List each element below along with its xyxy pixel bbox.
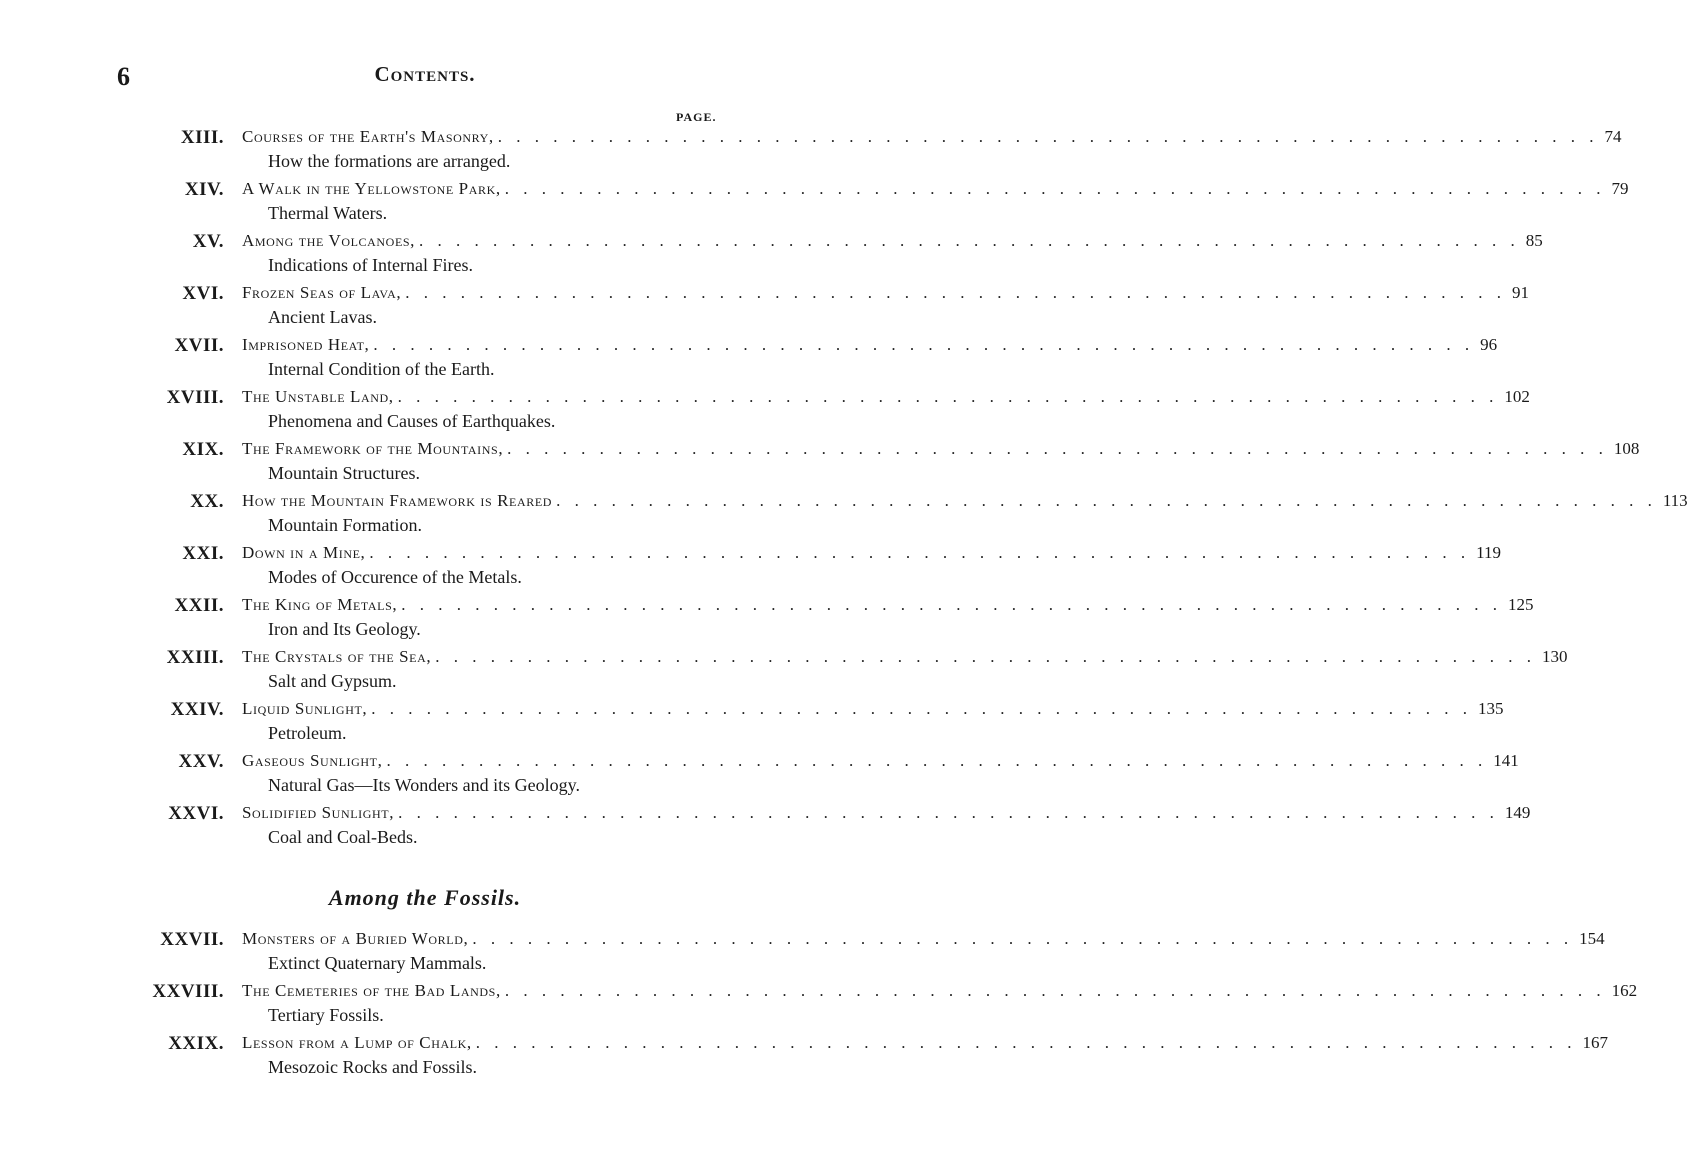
toc-entry <box>0 491 1688 541</box>
dot-leader: . . . . . . . . . . . . . . . . . . . . . . . . . . . . . . . . . . . . . . . . . . . . . . . . . . . . . . . . . . . . <box>369 543 1471 562</box>
toc-entry <box>0 751 1519 801</box>
chapter-numeral: XXVIII. <box>152 981 224 1002</box>
toc-entry <box>0 647 1568 697</box>
dot-leader: . . . . . . . . . . . . . . . . . . . . . . . . . . . . . . . . . . . . . . . . . . . . . . . . . . . . . . . . . . . . <box>371 699 1472 718</box>
toc-entry <box>0 803 1531 853</box>
chapter-page-number: 135 <box>1478 699 1504 718</box>
toc-entry <box>0 439 1640 489</box>
chapter-page-number: 102 <box>1504 387 1530 406</box>
chapter-subtitle: Tertiary Fossils. <box>268 1005 384 1025</box>
toc-entry <box>0 543 1501 593</box>
chapter-numeral: XXV. <box>178 751 224 772</box>
chapter-title-line <box>242 231 1543 257</box>
chapter-numeral: XXIV. <box>170 699 224 720</box>
chapter-page-number: 119 <box>1476 543 1501 562</box>
chapter-title-line <box>242 127 1622 153</box>
chapter-numeral: XIX. <box>182 439 224 460</box>
chapter-title: The Unstable Land, <box>242 387 394 406</box>
dot-leader: . . . . . . . . . . . . . . . . . . . . . . . . . . . . . . . . . . . . . . . . . . . . . . . . . . . . . . . . . . . . <box>507 439 1608 458</box>
chapter-subtitle: Salt and Gypsum. <box>268 671 397 691</box>
dot-leader: . . . . . . . . . . . . . . . . . . . . . . . . . . . . . . . . . . . . . . . . . . . . . . . . . . . . . . . . . . . . <box>497 127 1599 146</box>
chapter-title: Monsters of a Buried World, <box>242 929 469 948</box>
chapter-subtitle: Mountain Formation. <box>268 515 422 535</box>
chapter-page-number: 79 <box>1611 179 1629 198</box>
chapter-title: How the Mountain Framework is Reared <box>242 491 553 510</box>
running-head: Contents. <box>374 62 476 86</box>
chapter-numeral: XVIII. <box>166 387 224 408</box>
chapter-title: Solidified Sunlight, <box>242 803 395 822</box>
chapter-page-number: 162 <box>1611 981 1638 1000</box>
chapter-page-number: 125 <box>1507 595 1534 614</box>
chapter-title-line <box>242 335 1498 361</box>
chapter-numeral: XXIX. <box>168 1033 224 1054</box>
chapter-numeral: XXII. <box>174 595 224 616</box>
chapter-subtitle: Natural Gas—Its Wonders and its Geology. <box>268 775 580 795</box>
chapter-subtitle: Petroleum. <box>268 723 347 743</box>
toc-entry <box>0 387 1530 437</box>
chapter-title-line <box>242 387 1530 413</box>
chapter-numeral: XXI. <box>182 543 224 564</box>
chapter-title: Down in a Mine, <box>242 543 366 562</box>
chapter-page-number: 167 <box>1582 1033 1609 1052</box>
dot-leader: . . . . . . . . . . . . . . . . . . . . . . . . . . . . . . . . . . . . . . . . . . . . . . . . . . . . . . . . . . . . <box>398 803 1499 822</box>
dot-leader: . . . . . . . . . . . . . . . . . . . . . . . . . . . . . . . . . . . . . . . . . . . . . . . . . . . . . . . . . . . . <box>397 387 1499 406</box>
chapter-page-number: 113 <box>1662 491 1688 510</box>
chapter-page-number: 108 <box>1613 439 1640 458</box>
chapter-subtitle: Coal and Coal-Beds. <box>268 827 418 847</box>
chapter-title: Courses of the Earth's Masonry, <box>242 127 494 146</box>
chapter-page-number: 141 <box>1493 751 1519 770</box>
dot-leader: . . . . . . . . . . . . . . . . . . . . . . . . . . . . . . . . . . . . . . . . . . . . . . . . . . . . . . . . . . . . <box>419 231 1520 250</box>
chapter-title-line <box>242 1033 1609 1059</box>
chapter-title: Frozen Seas of Lava, <box>242 283 402 302</box>
chapter-subtitle: How the formations are arranged. <box>268 151 511 171</box>
chapter-subtitle: Indications of Internal Fires. <box>268 255 473 275</box>
chapter-title-line <box>242 929 1605 955</box>
chapter-numeral: XX. <box>190 491 224 512</box>
chapter-title: A Walk in the Yellowstone Park, <box>242 179 501 198</box>
dot-leader: . . . . . . . . . . . . . . . . . . . . . . . . . . . . . . . . . . . . . . . . . . . . . . . . . . . . . . . . . . . . <box>386 751 1488 770</box>
chapter-title: Among the Volcanoes, <box>242 231 415 250</box>
dot-leader: . . . . . . . . . . . . . . . . . . . . . . . . . . . . . . . . . . . . . . . . . . . . . . . . . . . . . . . . . . . . <box>401 595 1502 614</box>
chapter-title: Gaseous Sunlight, <box>242 751 383 770</box>
toc-entry <box>0 335 1498 385</box>
chapter-title: Liquid Sunlight, <box>242 699 368 718</box>
toc-entry <box>0 283 1529 333</box>
chapter-numeral: XVII. <box>174 335 224 356</box>
chapter-subtitle: Mountain Structures. <box>268 463 420 483</box>
dot-leader: . . . . . . . . . . . . . . . . . . . . . . . . . . . . . . . . . . . . . . . . . . . . . . . . . . . . . . . . . . . . <box>405 283 1506 302</box>
chapter-numeral: XIV. <box>184 179 224 200</box>
toc-entry <box>0 595 1534 645</box>
chapter-title-line <box>242 543 1501 569</box>
toc-entry <box>0 929 1605 979</box>
chapter-title-line <box>242 283 1529 309</box>
chapter-subtitle: Extinct Quaternary Mammals. <box>268 953 487 973</box>
section-heading: Among the Fossils. <box>328 885 522 910</box>
toc-entry <box>0 699 1504 749</box>
chapter-page-number: 74 <box>1604 127 1622 146</box>
dot-leader: . . . . . . . . . . . . . . . . . . . . . . . . . . . . . . . . . . . . . . . . . . . . . . . . . . . . . . . . . . . . <box>472 929 1574 948</box>
chapter-page-number: 154 <box>1579 929 1605 948</box>
page-number: 6 <box>117 62 130 91</box>
chapter-page-number: 149 <box>1504 803 1531 822</box>
chapter-title-line <box>242 491 1688 517</box>
chapter-title-line <box>242 647 1568 673</box>
chapter-subtitle: Mesozoic Rocks and Fossils. <box>268 1057 477 1077</box>
dot-leader: . . . . . . . . . . . . . . . . . . . . . . . . . . . . . . . . . . . . . . . . . . . . . . . . . . . . . . . . . . . . <box>556 491 1657 510</box>
chapter-title-line <box>242 439 1640 465</box>
chapter-numeral: XVI. <box>182 283 224 304</box>
chapter-numeral: XXVI. <box>168 803 224 824</box>
chapter-subtitle: Thermal Waters. <box>268 203 388 223</box>
chapter-subtitle: Iron and Its Geology. <box>268 619 421 639</box>
chapter-title-line <box>242 179 1629 205</box>
chapter-page-number: 130 <box>1541 647 1568 666</box>
dot-leader: . . . . . . . . . . . . . . . . . . . . . . . . . . . . . . . . . . . . . . . . . . . . . . . . . . . . . . . . . . . . <box>504 179 1606 198</box>
chapter-title-line <box>242 751 1519 777</box>
chapter-numeral: XIII. <box>180 127 224 148</box>
chapter-numeral: XV. <box>192 231 224 252</box>
chapter-subtitle: Modes of Occurence of the Metals. <box>268 567 522 587</box>
toc-entry <box>0 1033 1609 1083</box>
chapter-numeral: XXIII. <box>166 647 224 668</box>
chapter-title: The Framework of the Mountains, <box>242 439 504 458</box>
chapter-title: Imprisoned Heat, <box>242 335 370 354</box>
dot-leader: . . . . . . . . . . . . . . . . . . . . . . . . . . . . . . . . . . . . . . . . . . . . . . . . . . . . . . . . . . . . <box>373 335 1475 354</box>
dot-leader: . . . . . . . . . . . . . . . . . . . . . . . . . . . . . . . . . . . . . . . . . . . . . . . . . . . . . . . . . . . . <box>475 1033 1577 1052</box>
chapter-page-number: 85 <box>1525 231 1543 250</box>
chapter-page-number: 91 <box>1511 283 1529 302</box>
chapter-title-line <box>242 803 1531 829</box>
chapter-title: The King of Metals, <box>242 595 398 614</box>
page-column-label: PAGE. <box>676 110 717 124</box>
chapter-subtitle: Phenomena and Causes of Earthquakes. <box>268 411 556 431</box>
chapter-numeral: XXVII. <box>160 929 224 950</box>
chapter-title-line <box>242 595 1534 621</box>
dot-leader: . . . . . . . . . . . . . . . . . . . . . . . . . . . . . . . . . . . . . . . . . . . . . . . . . . . . . . . . . . . . <box>435 647 1536 666</box>
chapter-title: The Crystals of the Sea, <box>242 647 432 666</box>
toc-entry <box>0 179 1629 229</box>
chapter-title: Lesson from a Lump of Chalk, <box>242 1033 472 1052</box>
dot-leader: . . . . . . . . . . . . . . . . . . . . . . . . . . . . . . . . . . . . . . . . . . . . . . . . . . . . . . . . . . . . <box>504 981 1606 1000</box>
chapter-title-line <box>242 699 1504 725</box>
chapter-page-number: 96 <box>1480 335 1498 354</box>
toc-entry <box>0 127 1622 177</box>
chapter-title: The Cemeteries of the Bad Lands, <box>242 981 501 1000</box>
chapter-title-line <box>242 981 1638 1007</box>
toc-entry <box>0 231 1543 281</box>
toc-entry <box>0 981 1638 1031</box>
chapter-subtitle: Internal Condition of the Earth. <box>268 359 495 379</box>
chapter-subtitle: Ancient Lavas. <box>268 307 377 327</box>
